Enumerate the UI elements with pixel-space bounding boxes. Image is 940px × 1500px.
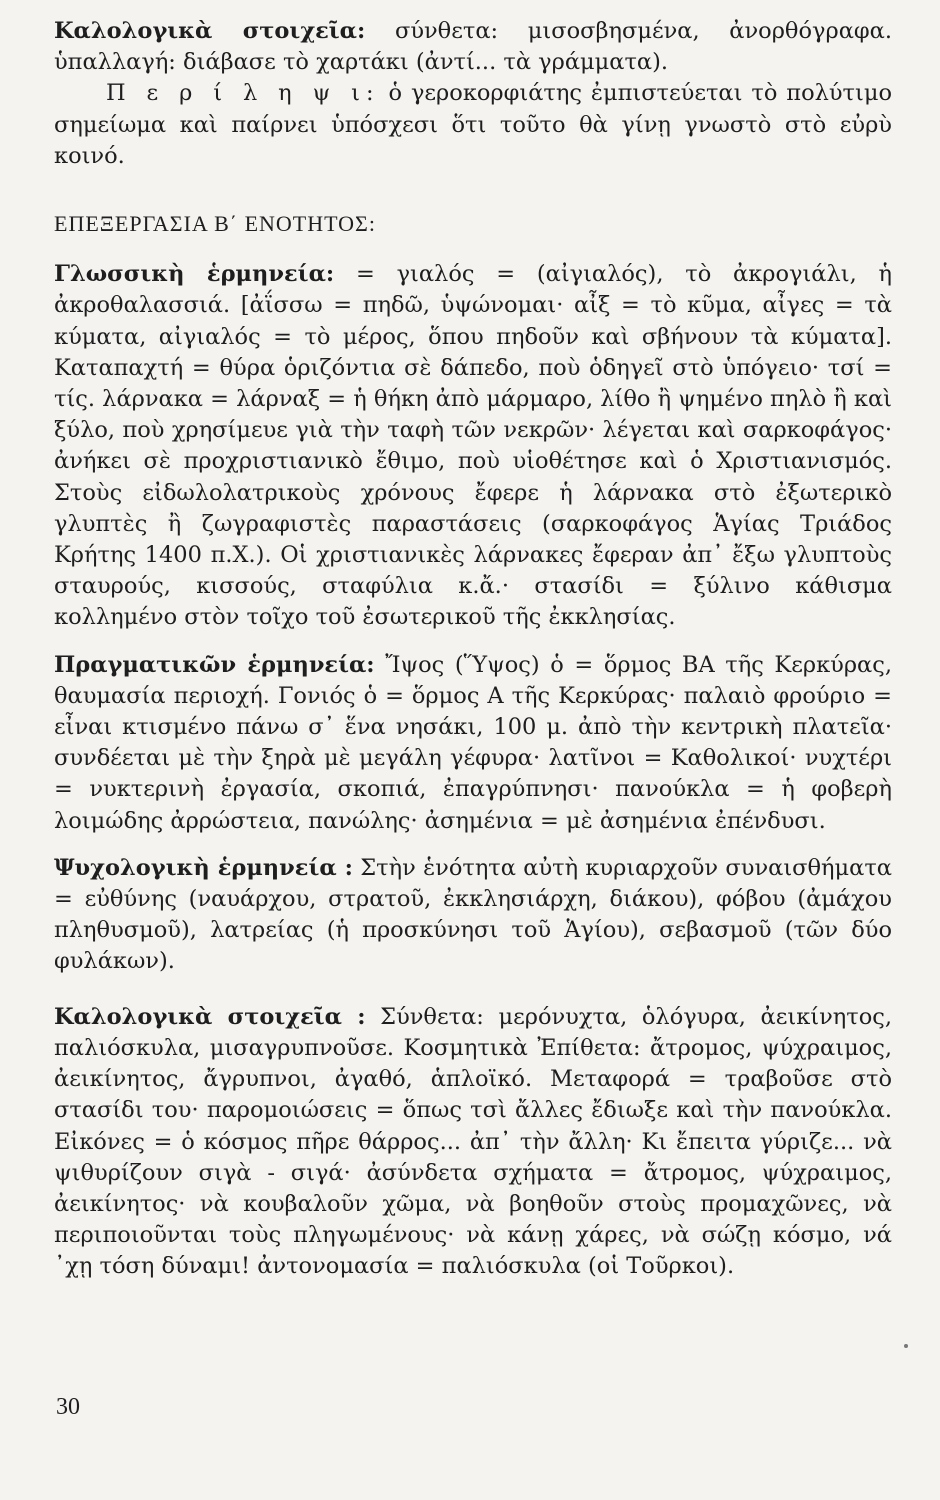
paragraph-label: Γλωσσικὴ ἑρμηνεία: <box>54 261 335 288</box>
paragraph-label: Π ε ρ ί λ η ψ ι: <box>106 80 380 107</box>
paragraph-text: ὁ γεροκορφιάτης ἐμπιστεύεται τὸ πολύτιμο σημείωμα καὶ παίρνει ὑπόσχεσι ὅτι τοῦτο θὰ γίνῃ γνωστὸ στὸ εὐρὺ κοινό. <box>54 80 892 169</box>
paragraph-text: Σύνθετα: μερόνυχτα, ὁλόγυρα, ἀεικίνητος, παλιόσκυλα, μισαγρυπνοῦσε. Κοσμητικὰ Ἐπίθετα: ἄτρομος, ψύχραιμος, ἀεικίνητος, ἄγρυπνοι, ἀγαθό, ἁπλοϊκό. Μεταφορά = τραβοῦσε στὸ στασίδι του· παρομοιώσεις = ὅπως τσὶ ἄλλες ἔδιωξε καὶ τὴν πανούκλα. Εἰκόνες = ὁ κόσμος πῆρε θάρρος... ἀπ᾽ τὴν ἄλλη· Κι ἔπειτα γύριζε... νὰ ψιθυρίζουν σιγὰ - σιγά· ἀσύνδετα σχήματα = ἄτρομος, ψύχραιμος, ἀεικίνητος· νὰ κουβαλοῦν χῶμα, νὰ βοηθοῦν στοὺς προμαχῶνες, νὰ περιποιοῦνται τοὺς πληγωμένους· νὰ κάνῃ χάρες, νὰ σώζῃ κόσμο, νά ᾽χῃ τόση δύναμι! ἀντονομασία = παλιόσκυλα (οἱ Τοῦρκοι). <box>54 1003 893 1280</box>
print-speck <box>904 1344 908 1348</box>
paragraph-text: = γιαλός = (αἰγιαλός), τὸ ἀκρογιάλι, ἡ ἀκροθαλασσιά. [ἀΐσσω = πηδῶ, ὑψώνομαι· αἶξ = τὸ κῦμα, αἶγες = τὰ κύματα, αἰγιαλός = τὸ μέρος, ὅπου πηδοῦν καὶ σβήνουν τὰ κύματα]. Καταπαχτή = θύρα ὁριζόντια σὲ δάπεδο, ποὺ ὁδηγεῖ στὸ ὑπόγειο· τσί = τίς. λάρνακα = λάρναξ = ἡ θήκη ἀπὸ μάρμαρο, λίθο ἢ ψημένο πηλὸ ἢ καὶ ξύλο, ποὺ χρησίμευε γιὰ τὴν ταφὴ τῶν νεκρῶν· λέγεται καὶ σαρκοφάγος· ἀνήκει σὲ προχριστιανικὸ ἔθιμο, ποὺ υἱοθέτησε καὶ ὁ Χριστιανισμός. Στοὺς εἰδωλολατρικοὺς χρόνους ἔφερε ἡ λάρνακα στὸ ἐξωτερικὸ γλυπτὲς ἢ ζωγραφιστὲς παραστάσεις (σαρκοφάγος Ἁγίας Τριάδος Κρήτης 1400 π.Χ.). Οἱ χριστιανικὲς λάρνακες ἔφεραν ἀπ᾽ ἔξω γλυπτοὺς σταυρούς, κισσούς, σταφύλια κ.ἄ.· στασίδι = ξύλινο κάθισμα κολλημένο στὸν τοῖχο τοῦ ἐσωτερικοῦ τῆς ἐκκλησίας. <box>54 261 892 631</box>
paragraph-summary <box>54 78 892 172</box>
paragraph-label: Καλολογικὰ στοιχεῖα : <box>54 1003 366 1030</box>
section-title: ΕΠΕΞΕΡΓΑΣΙΑ Β΄ ΕΝΟΤΗΤΟΣ: <box>54 211 376 237</box>
paragraph-text: Στὴν ἑνότητα αὐτὴ κυριαρχοῦν συναισθήματα = εὐθύνης (ναυάρχου, στρατοῦ, ἐκκλησιάρχη, διάκου), φόβου (ἀμάχου πληθυσμοῦ), λατρείας (ἡ προσκύνησι τοῦ Ἁγίου), σεβασμοῦ (τῶν δύο φυλάκων). <box>54 854 892 975</box>
paragraph-label: Ψυχολογικὴ ἑρμηνεία : <box>54 854 353 881</box>
paragraph-stylistic-elements-2 <box>54 1002 892 1283</box>
paragraph-factual-interpretation <box>54 650 892 837</box>
paragraph-stylistic-elements-1 <box>54 16 892 78</box>
paragraph-text: Ἴψος (Ὕψος) ὁ = ὅρμος ΒΑ τῆς Κερκύρας, θαυμασία περιοχή. Γονιός ὁ = ὅρμος Α τῆς Κερκύρας· παλαιὸ φρούριο = εἶναι κτισμένο πάνω σ᾽ ἕνα νησάκι, 100 μ. ἀπὸ τὴν κεντρικὴ πλατεῖα· συνδέεται μὲ τὴν ξηρὰ μὲ μεγάλη γέφυρα· λατῖνοι = Καθολικοί· νυχτέρι = νυκτερινὴ ἐργασία, σκοπιά, ἐπαγρύπνησι· πανούκλα = ἡ φοβερὴ λοιμώδης ἀρρώστεια, πανώλης· ἀσημένια = μὲ ἀσημένια ἐπένδυσι. <box>54 651 893 834</box>
page-number: 30 <box>56 1394 80 1420</box>
paragraph-label: Καλολογικὰ στοιχεῖα: <box>54 18 366 44</box>
paragraph-label: Πραγματικῶν ἑρμηνεία: <box>54 651 375 678</box>
paragraph-psychological-interpretation <box>54 853 892 978</box>
paragraph-text: σύνθετα: μισοσβησμένα, ἀνορθόγραφα. ὑπαλλαγή: διάβασε τὸ χαρτάκι (ἀντί... τὰ γράμματα). <box>54 18 892 76</box>
paragraph-linguistic-interpretation <box>54 259 892 633</box>
